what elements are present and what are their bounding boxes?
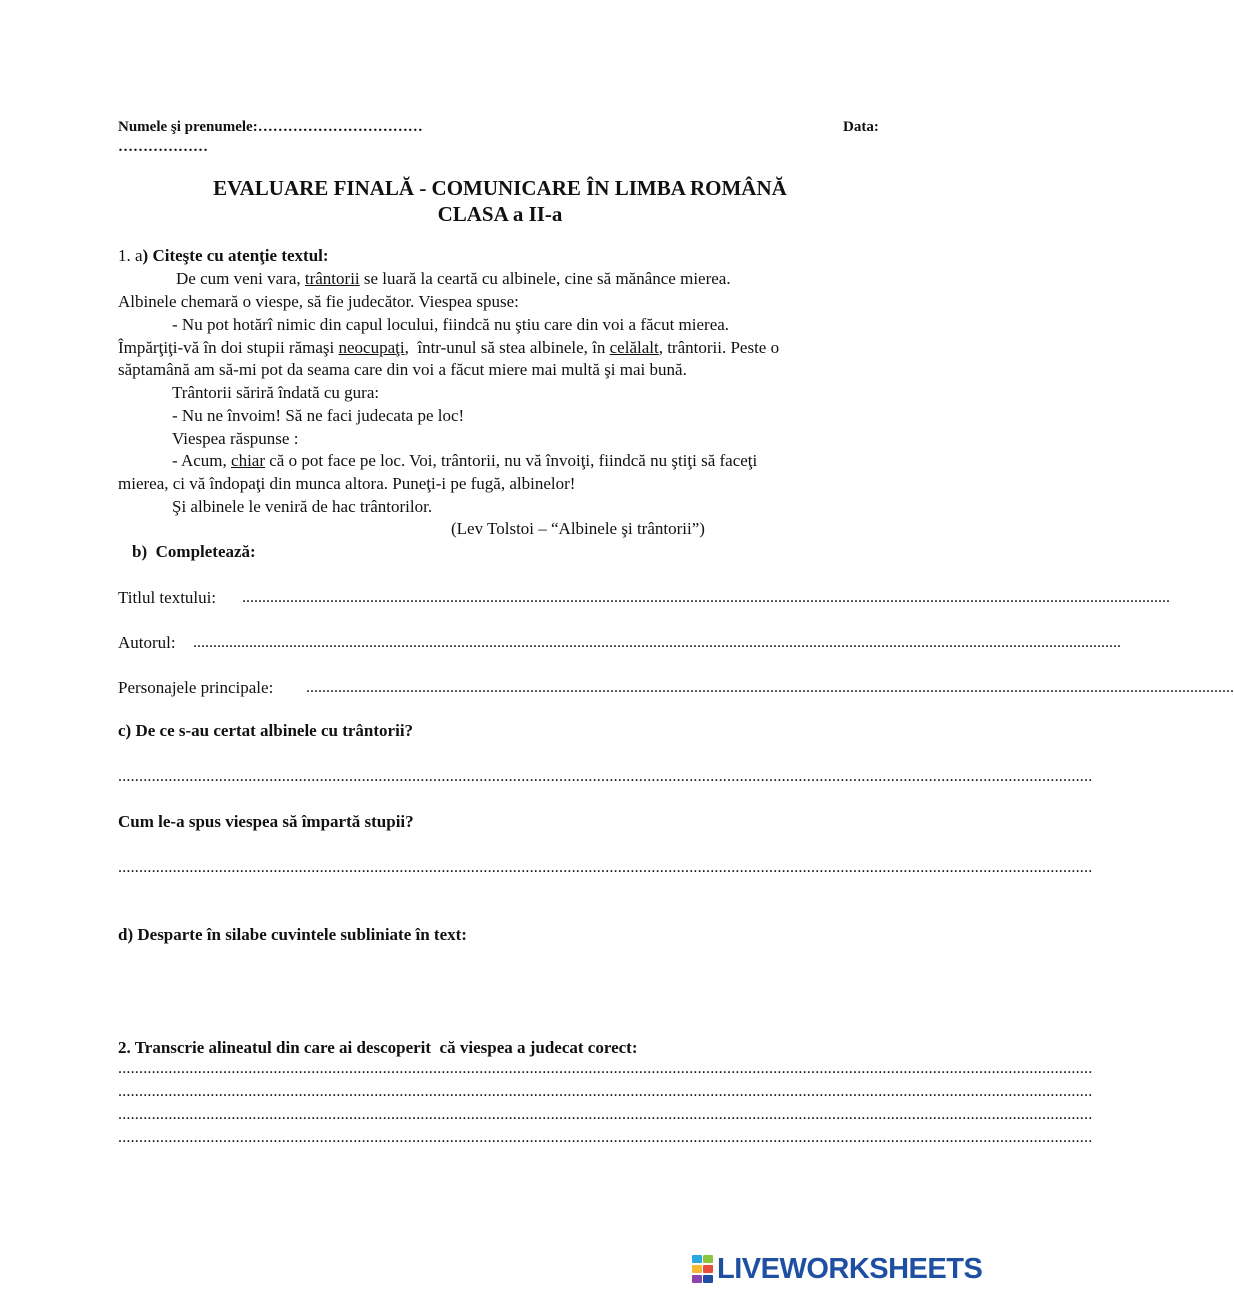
name-field[interactable] [118,119,423,136]
q1b-heading [132,542,256,562]
text-source: (Lev Tolstoi – “Albinele şi trântorii”) [451,519,705,538]
text-line-11: Şi albinele le veniră de hac trântorilor. [172,497,433,516]
text-line-10: mierea, ci vă îndopaţi din munca altora. Puneţi-i pe fugă, albinelor! [118,474,576,493]
text-segment: - Acum, [172,451,232,470]
answer-line-q1c-1[interactable]: ........................................................................................................................................................................................................................................ [118,768,1093,785]
text-segment: că o pot face pe loc. Voi, trântorii, nu vă învoiţi, fiindcă nu ştiţi să faceţi [265,451,758,470]
answer-area-q1d[interactable] [118,955,882,1025]
text-line-5: săptamână am să-mi pot da seama care din voi a făcut miere mai multă şi mai bună. [118,360,687,379]
date-dots[interactable]: ……………… [118,139,208,155]
q1a-heading [118,246,329,266]
text-segment: De cum veni vara, [176,269,305,288]
field-label-characters: Personajele principale: [118,678,282,697]
liveworksheets-mark-icon [692,1255,714,1283]
page-subtitle: CLASA a II-a [437,202,563,226]
q1a-number: 1. a [118,246,143,265]
answer-line-q2-3[interactable]: ........................................................................................................................................................................................................................................ [118,1106,1093,1123]
text-segment: Împărţiţi-vă în doi stupii rămaşi [118,338,339,357]
q1b-letter: b [132,542,142,561]
underlined-word-celalalt: celălalt [609,338,659,357]
name-dots: …………………………… [257,119,423,135]
text-segment: , într-unul să stea albinele, în [404,338,610,357]
q1a-instruction: ) Citeşte cu atenţie textul: [142,246,329,265]
underlined-word-trantorii: trântorii [304,269,360,288]
field-label-author: Autorul: [118,633,185,652]
q1c-question-1: c) De ce s-au certat albinele cu trântorii? [118,721,414,740]
text-line-8: Viespea răspunse : [172,429,299,448]
text-line-7: - Nu ne învoim! Să ne faci judecata pe loc! [172,406,465,425]
text-line-3: - Nu pot hotărî nimic din capul locului, fiindcă nu ştiu care din voi a făcut mierea. [172,315,730,334]
answer-line-q1c-2[interactable]: ........................................................................................................................................................................................................................................ [118,859,1093,876]
answer-field-author[interactable]: ........................................................................................................................................................................................................................................ [193,634,1121,651]
q1d-question: d) Desparte în silabe cuvintele subliniate în text: [118,925,467,944]
underlined-word-chiar: chiar [231,451,266,470]
text-segment: , trântorii. Peste o [658,338,780,357]
text-line-1 [176,269,731,289]
text-line-4 [118,338,779,358]
text-segment: se luară la ceartă cu albinele, cine să mănânce mierea. [359,269,731,288]
page-title: EVALUARE FINALĂ - COMUNICARE ÎN LIMBA ROMÂNĂ [213,176,787,200]
brand-name: LIVEWORKSHEETS [717,1252,983,1285]
text-line-6: Trântorii săriră îndată cu gura: [172,383,380,402]
q1b-instruction: ) Completează: [141,542,256,561]
answer-line-q2-2[interactable]: ........................................................................................................................................................................................................................................ [118,1083,1093,1100]
liveworksheets-logo[interactable] [692,1252,982,1286]
text-line-9 [172,451,757,471]
name-label: Numele şi prenumele: [118,119,258,135]
answer-field-characters[interactable]: ........................................................................................................................................................................................................................................ [306,679,1234,696]
q1c-question-2: Cum le-a spus viespea să împartă stupii? [118,812,414,831]
text-line-2: Albinele chemară o viespe, să fie judecător. Viespea spuse: [118,292,519,311]
date-label: Data: [843,119,879,135]
q2-question: 2. Transcrie alineatul din care ai descoperit că viespea a judecat corect: [118,1038,638,1057]
underlined-word-neocupati: neocupaţi [338,338,405,357]
answer-field-title[interactable]: ........................................................................................................................................................................................................................................ [242,589,1170,606]
field-label-title: Titlul textului: [118,588,221,607]
answer-line-q2-4[interactable]: ........................................................................................................................................................................................................................................ [118,1129,1093,1146]
answer-line-q2-1[interactable]: ........................................................................................................................................................................................................................................ [118,1060,1093,1077]
